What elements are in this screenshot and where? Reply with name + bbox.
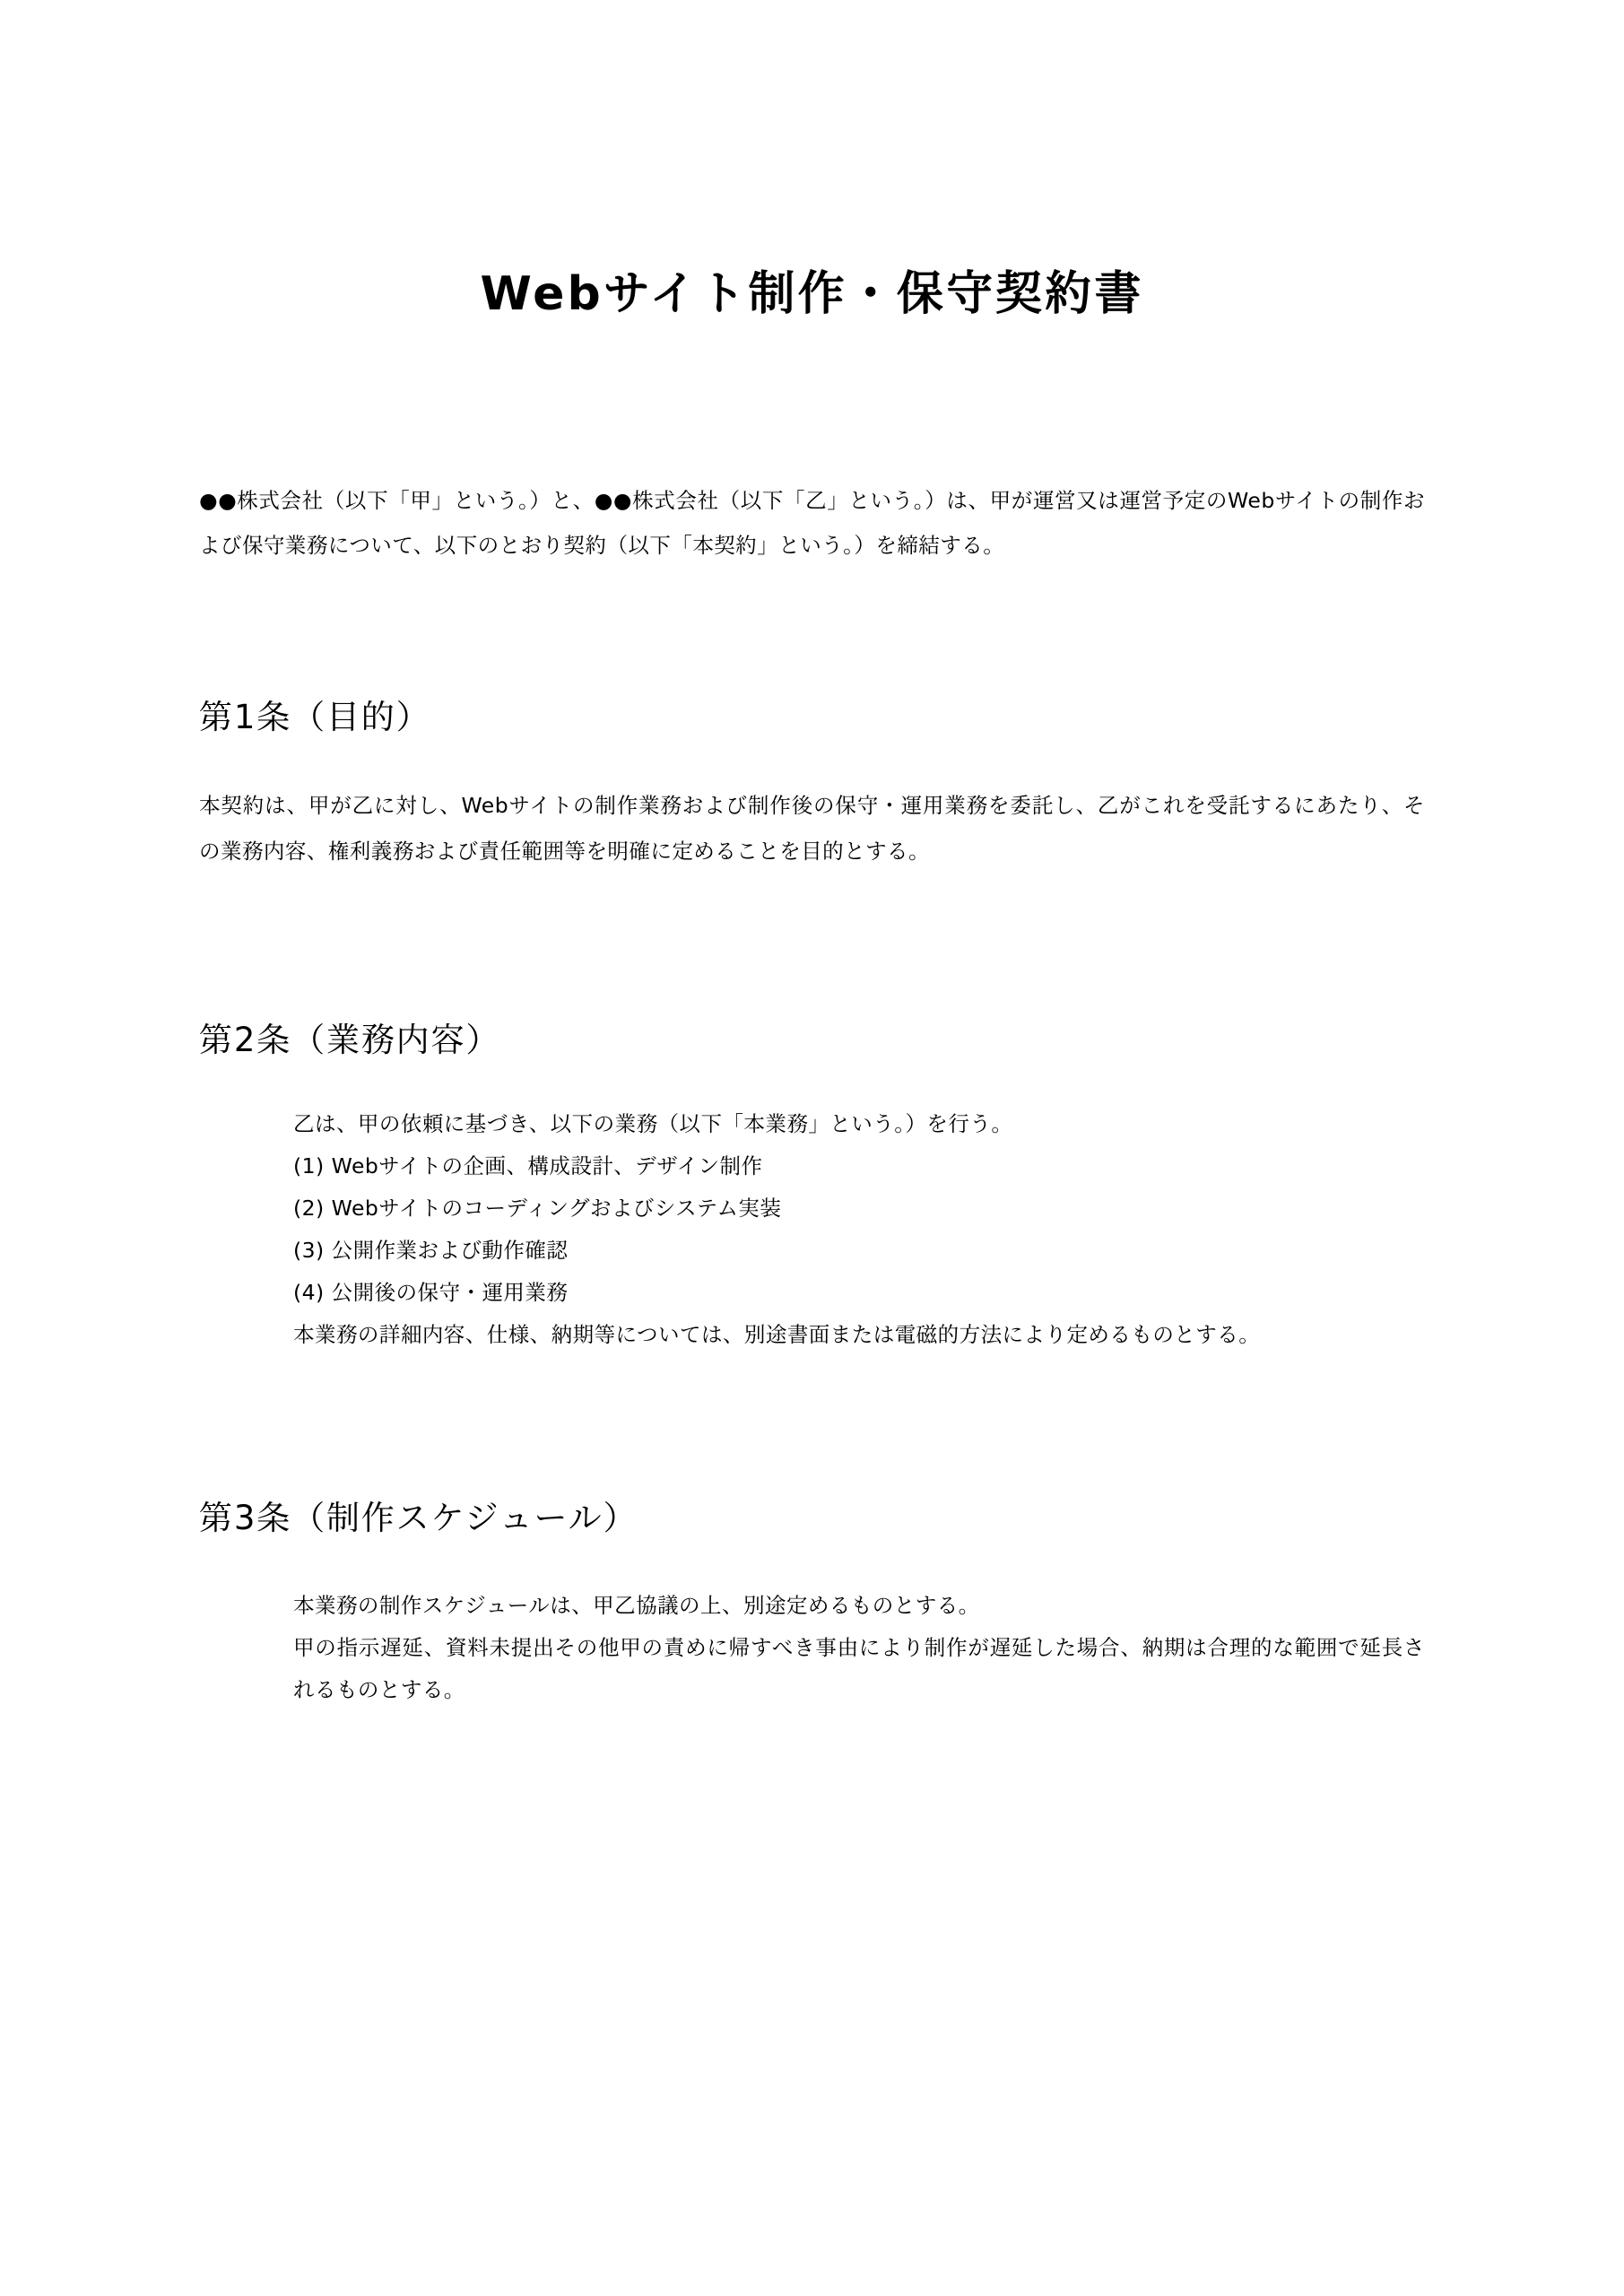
list-item: (3) 公開作業および動作確認 [293, 1238, 569, 1264]
section-article-3 [199, 1495, 1425, 1711]
paragraph: 本契約は、甲が乙に対し、Webサイトの制作業務および制作後の保守・運用業務を委託し、乙がこれを受託するにあたり、その業務内容、権利義務および責任範囲等を明確に定めることを目的とする。 [199, 793, 1425, 864]
page-title: Webサイト制作・保守契約書 [480, 267, 1144, 321]
closing-text: 本業務の詳細内容、仕様、納期等については、別途書面または電磁的方法により定めるものとする。 [293, 1322, 1261, 1348]
section-body-article-2 [199, 1103, 1425, 1356]
list-item: (4) 公開後の保守・運用業務 [293, 1280, 569, 1306]
section-body-article-3 [199, 1585, 1425, 1711]
section-heading-article-1: 第1条（目的） [199, 697, 431, 736]
section-heading-article-3: 第3条（制作スケジュール） [199, 1499, 638, 1538]
lead-text: 乙は、甲の依頼に基づき、以下の業務（以下「本業務」という。）を行う。 [293, 1111, 1013, 1137]
section-article-1 [199, 694, 1425, 874]
paragraph: 甲の指示遅延、資料未提出その他甲の責めに帰すべき事由により制作が遅延した場合、納期は合理的な範囲で延長されるものとする。 [293, 1635, 1425, 1703]
intro-paragraph: ●●株式会社（以下「甲」という。）と、●●株式会社（以下「乙」という。）は、甲が運営又は運営予定のWebサイトの制作および保守業務について、以下のとおり契約（以下「本契約」という。）を締結する。 [199, 487, 1425, 559]
section-body-article-1 [199, 783, 1425, 874]
list-item: (1) Webサイトの企画、構成設計、デザイン制作 [293, 1153, 763, 1179]
section-heading-article-2: 第2条（業務内容） [199, 1021, 501, 1060]
paragraph: 本業務の制作スケジュールは、甲乙協議の上、別途定めるものとする。 [293, 1593, 980, 1619]
section-article-2 [199, 1017, 1425, 1356]
list-item: (2) Webサイトのコーディングおよびシステム実装 [293, 1196, 782, 1222]
